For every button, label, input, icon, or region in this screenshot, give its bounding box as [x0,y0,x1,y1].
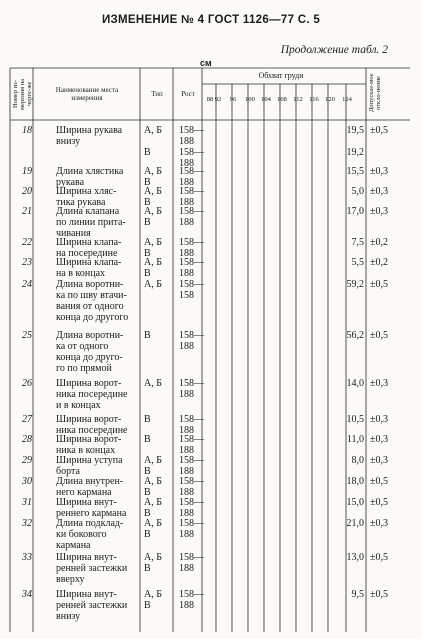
row-tolerance: ±0,2 [370,237,388,248]
row-type: А, Б В [144,497,162,519]
row-value: 18,0 [346,476,364,487]
row-number: 20 [22,186,32,197]
row-name: Длина воротни- ка от одного конца до друго- го по прямой [56,330,124,374]
row-growth: 158— 188 [179,589,204,611]
row-number: 19 [22,166,32,177]
row-growth: 158— 188 [179,206,204,228]
row-value: 8,0 [351,455,364,466]
row-type: А, Б В [144,186,162,208]
row-type: А, Б В [144,455,162,477]
row-growth: 158— 188 [179,414,204,436]
row-name: Длина внутрен- него кармана [56,476,124,498]
row-name: Длина подклад- ки бокового кармана [56,518,124,551]
row-tolerance: ±0,5 [370,125,388,136]
row-name: Ширина ворот- ника в концах [56,434,122,456]
row-value: 17,0 [346,206,364,217]
row-number: 23 [22,257,32,268]
column-header-type: Тип [151,90,163,98]
row-value: 11,0 [346,434,364,445]
row-number: 22 [22,237,32,248]
row-growth: 158— 158 [179,279,204,301]
column-header-name: Наименование места измерения [55,86,119,102]
row-value: 13,0 [346,552,364,563]
row-number: 28 [22,434,32,445]
row-value: 7,5 [351,237,364,248]
row-number: 29 [22,455,32,466]
row-name: Ширина уступа борта [56,455,123,477]
row-tolerance: ±0,5 [370,330,388,341]
row-name: Ширина ворот- ника посередине и в концах [56,378,128,411]
row-tolerance: ±0,3 [370,434,388,445]
row-name: Длина воротни- ка по шву втачи- вания от одного конца до другого [56,279,129,323]
row-name: Ширина рукава внизу [56,125,123,147]
row-tolerance: ±0,5 [370,279,388,290]
girth-size-112: 112 [293,96,303,103]
row-tolerance: ±0,3 [370,455,388,466]
row-type: А, Б В [144,206,162,228]
row-number: 33 [22,552,32,563]
row-number: 25 [22,330,32,341]
row-type: А, Б В [144,166,162,188]
girth-size-116: 116 [309,96,319,103]
row-name: Длина клапана по линии прита- чивания [56,206,126,239]
row-tolerance: ±0,3 [370,378,388,389]
row-type: А, Б В [144,589,162,611]
row-number: 31 [22,497,32,508]
row-value: 5,5 [351,257,364,268]
row-tolerance: ±0,5 [370,589,388,600]
girth-size-100: 100 [245,96,255,103]
row-value: 19,5 19,2 [346,125,364,158]
row-value: 15,0 [346,497,364,508]
row-growth: 158— 188 [179,552,204,574]
row-growth: 158— 188 [179,497,204,519]
girth-size-108: 108 [277,96,287,103]
page-header: ИЗМЕНЕНИЕ № 4 ГОСТ 1126—77 С. 5 [101,14,321,26]
row-tolerance: ±0,3 [370,414,388,425]
row-tolerance: ±0,3 [370,166,388,177]
row-value: 59,2 [346,279,364,290]
row-growth: 158— 188 [179,257,204,279]
column-header-number: Номер из-мерения на черте-же [12,78,33,110]
girth-size-124: 124 [342,96,352,103]
row-value: 5,0 [351,186,364,197]
row-number: 34 [22,589,32,600]
row-growth: 158— 188 [179,186,204,208]
row-name: Ширина ворот- ника посередине [56,414,128,436]
girth-size-92: 92 [214,96,222,103]
row-tolerance: ±0,3 [370,518,388,529]
girth-size-88: 88 [206,96,214,103]
row-tolerance: ±0,5 [370,476,388,487]
row-tolerance: ±0,2 [370,257,388,268]
row-value: 10,5 [346,414,364,425]
row-number: 24 [22,279,32,290]
row-tolerance: ±0,5 [370,552,388,563]
row-type: А, Б [144,378,162,389]
unit-label: см [200,58,212,68]
row-value: 21,0 [346,518,364,529]
row-number: 30 [22,476,32,487]
row-value: 9,5 [351,589,364,600]
row-type: А, Б В [144,476,162,498]
row-growth: 158— 188 [179,476,204,498]
row-value: 14,0 [346,378,364,389]
row-name: Ширина клапа- на в концах [56,257,122,279]
row-growth: 158— 188 [179,434,204,456]
row-type: В [144,434,151,445]
row-tolerance: ±0,3 [370,186,388,197]
row-growth: 158— 188 158— 188 [179,125,204,169]
row-type: А, Б В [144,552,162,574]
row-type: А, Б [144,279,162,290]
row-number: 27 [22,414,32,425]
column-header-tolerance: Допускае-мое откло-нение [368,73,382,113]
row-type: А, Б В [144,125,162,158]
row-name: Длина хлястика рукава [56,166,124,188]
row-growth: 158— 188 [179,330,204,352]
row-name: Ширина внут- ренней застежки внизу [56,589,128,622]
table-continuation-label: Продолжение табл. 2 [280,44,388,56]
row-name: Ширина внут- реннего кармана [56,497,127,519]
row-type: А, Б В [144,237,162,259]
row-number: 21 [22,206,32,217]
row-name: Ширина клапа- на посередине [56,237,122,259]
girth-size-120: 120 [325,96,335,103]
row-type: В [144,330,151,341]
row-tolerance: ±0,3 [370,206,388,217]
row-number: 32 [22,518,32,529]
row-name: Ширина хляс- тика рукава [56,186,117,208]
row-type: А, Б В [144,257,162,279]
row-growth: 158— 188 [179,237,204,259]
row-growth: 158— 188 [179,378,204,400]
row-type: А, Б В [144,518,162,540]
column-header-growth: Рост [181,90,195,98]
column-header-girth: Обхват груди [258,71,304,80]
row-growth: 158— 188 [179,518,204,540]
row-value: 56,2 [346,330,364,341]
row-name: Ширина внут- ренней застежки вверху [56,552,128,585]
row-tolerance: ±0,5 [370,497,388,508]
row-value: 15,5 [346,166,364,177]
girth-size-96: 96 [229,96,237,103]
row-growth: 158— 188 [179,455,204,477]
girth-size-104: 104 [261,96,271,103]
row-type: В [144,414,151,425]
row-number: 26 [22,378,32,389]
row-growth: 158— 188 [179,166,204,188]
row-number: 18 [22,125,32,136]
